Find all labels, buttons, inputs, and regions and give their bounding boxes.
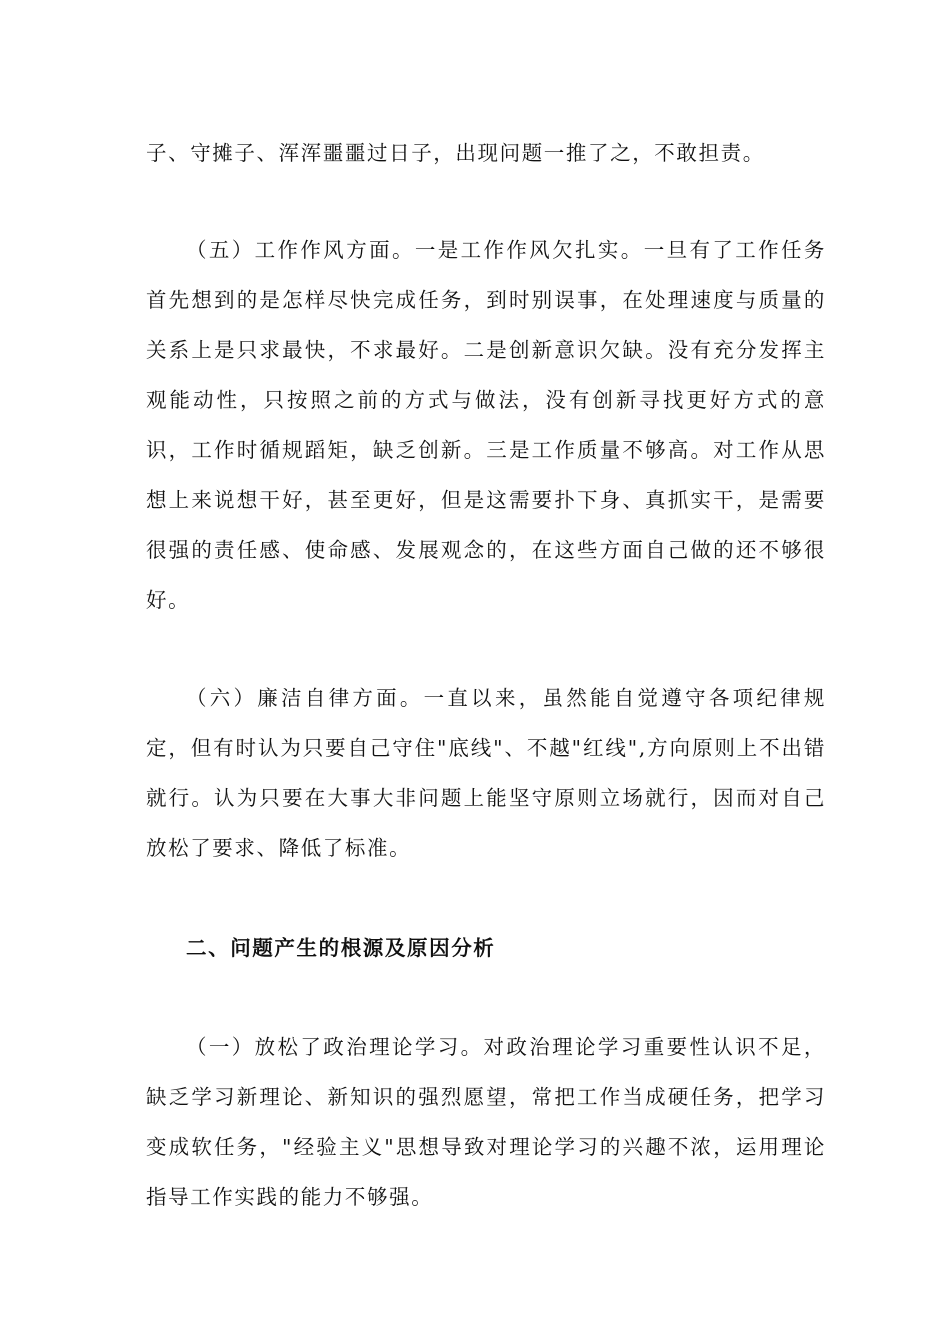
paragraph-political-study: （一）放松了政治理论学习。对政治理论学习重要性认识不足，缺乏学习新理论、新知识的强烈愿望，常把工作当成硬任务，把学习变成软任务，"经验主义"思想导致对理论学习的兴趣不浓，运用理论指导工作实践的能力不够强。: [146, 1035, 826, 1209]
section-heading: 二、问题产生的根源及原因分析: [186, 936, 496, 960]
paragraph-work-style: （五）工作作风方面。一是工作作风欠扎实。一旦有了工作任务首先想到的是怎样尽快完成任务，到时别误事，在处理速度与质量的关系上是只求最快，不求最好。二是创新意识欠缺。没有充分发挥主观能动性，只按照之前的方式与做法，没有创新寻找更好方式的意识，工作时循规蹈矩，缺乏创新。三是工作质量不够高。对工作从思想上来说想干好，甚至更好，但是这需要扑下身、真抓实干，是需要很强的责任感、使命感、发展观念的，在这些方面自己做的还不够很好。: [146, 238, 826, 612]
paragraph-integrity: （六）廉洁自律方面。一直以来，虽然能自觉遵守各项纪律规定，但有时认为只要自己守住"底线"、不越"红线",方向原则上不出错就行。认为只要在大事大非问题上能坚守原则立场就行，因而对自己放松了要求、降低了标准。: [146, 686, 826, 860]
paragraph-continuation: 子、守摊子、浑浑噩噩过日子，出现问题一推了之，不敢担责。: [146, 141, 765, 165]
